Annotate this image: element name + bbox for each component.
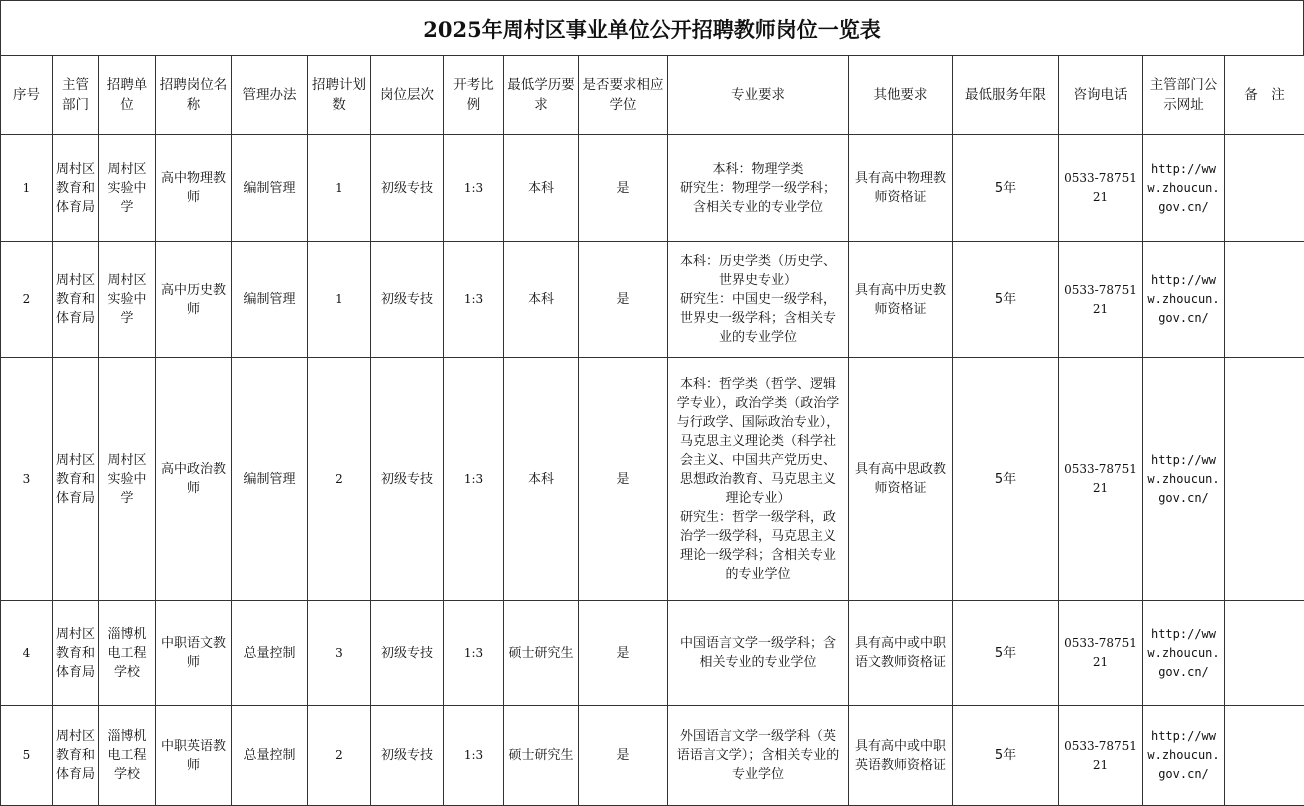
cell-plan: 2 [308, 358, 371, 601]
table-row [1, 358, 1304, 601]
column-header-note: 备 注 [1225, 56, 1304, 135]
cell-dept: 周村区教育和体育局 [53, 601, 99, 706]
cell-dept: 周村区教育和体育局 [53, 242, 99, 358]
cell-degree: 是 [579, 242, 668, 358]
cell-years: 5年 [953, 601, 1059, 706]
cell-no: 3 [1, 358, 53, 601]
cell-post: 高中物理教师 [156, 135, 232, 242]
cell-url[interactable]: http://www.zhoucun.gov.cn/ [1143, 706, 1225, 806]
cell-ratio: 1:3 [444, 706, 504, 806]
cell-no: 5 [1, 706, 53, 806]
cell-level: 初级专技 [371, 242, 444, 358]
cell-note [1225, 242, 1304, 358]
cell-phone: 0533-7875121 [1059, 358, 1143, 601]
cell-no: 4 [1, 601, 53, 706]
cell-years: 5年 [953, 242, 1059, 358]
cell-note [1225, 358, 1304, 601]
cell-post: 中职英语教师 [156, 706, 232, 806]
cell-plan: 2 [308, 706, 371, 806]
cell-unit: 淄博机电工程学校 [99, 601, 156, 706]
column-header-plan: 招聘计划数 [308, 56, 371, 135]
cell-degree: 是 [579, 358, 668, 601]
cell-url[interactable]: http://www.zhoucun.gov.cn/ [1143, 242, 1225, 358]
major-line: 研究生：哲学一级学科，政治学一级学科，马克思主义理论一级学科；含相关专业的专业学位 [674, 508, 842, 584]
cell-degree: 是 [579, 601, 668, 706]
cell-post: 高中历史教师 [156, 242, 232, 358]
cell-major [668, 706, 849, 806]
cell-ratio: 1:3 [444, 135, 504, 242]
cell-plan: 3 [308, 601, 371, 706]
cell-ratio: 1:3 [444, 601, 504, 706]
cell-post: 高中政治教师 [156, 358, 232, 601]
cell-note [1225, 135, 1304, 242]
cell-url[interactable]: http://www.zhoucun.gov.cn/ [1143, 135, 1225, 242]
major-line: 本科：物理学类 [674, 160, 842, 179]
major-line: 研究生：物理学一级学科；含相关专业的专业学位 [674, 179, 842, 217]
cell-years: 5年 [953, 358, 1059, 601]
cell-major [668, 358, 849, 601]
cell-edu: 本科 [504, 135, 579, 242]
cell-major [668, 135, 849, 242]
cell-edu: 本科 [504, 242, 579, 358]
cell-level: 初级专技 [371, 706, 444, 806]
column-header-dept: 主管部门 [53, 56, 99, 135]
cell-url[interactable]: http://www.zhoucun.gov.cn/ [1143, 601, 1225, 706]
cell-ratio: 1:3 [444, 242, 504, 358]
major-line: 外国语言文学一级学科（英语语言文学）；含相关专业的专业学位 [674, 727, 842, 784]
cell-mgmt: 编制管理 [232, 242, 308, 358]
column-header-years: 最低服务年限 [953, 56, 1059, 135]
cell-phone: 0533-7875121 [1059, 706, 1143, 806]
table-row [1, 706, 1304, 806]
cell-mgmt: 总量控制 [232, 601, 308, 706]
column-header-no: 序号 [1, 56, 53, 135]
column-header-ratio: 开考比例 [444, 56, 504, 135]
cell-unit: 淄博机电工程学校 [99, 706, 156, 806]
major-line: 中国语言文学一级学科；含相关专业的专业学位 [674, 634, 842, 672]
major-line: 本科：历史学类（历史学、世界史专业） [674, 252, 842, 290]
cell-edu: 本科 [504, 358, 579, 601]
cell-level: 初级专技 [371, 135, 444, 242]
cell-major [668, 242, 849, 358]
cell-note [1225, 706, 1304, 806]
cell-dept: 周村区教育和体育局 [53, 135, 99, 242]
header-row [1, 56, 1304, 135]
cell-level: 初级专技 [371, 601, 444, 706]
cell-years: 5年 [953, 706, 1059, 806]
cell-plan: 1 [308, 135, 371, 242]
cell-mgmt: 编制管理 [232, 358, 308, 601]
cell-years: 5年 [953, 135, 1059, 242]
cell-unit: 周村区实验中学 [99, 135, 156, 242]
cell-edu: 硕士研究生 [504, 601, 579, 706]
column-header-mgmt: 管理办法 [232, 56, 308, 135]
cell-mgmt: 总量控制 [232, 706, 308, 806]
cell-level: 初级专技 [371, 358, 444, 601]
column-header-other: 其他要求 [849, 56, 953, 135]
cell-no: 2 [1, 242, 53, 358]
cell-major [668, 601, 849, 706]
cell-unit: 周村区实验中学 [99, 242, 156, 358]
cell-other: 具有高中历史教师资格证 [849, 242, 953, 358]
page-title: 2025年周村区事业单位公开招聘教师岗位一览表 [0, 0, 1304, 55]
table-row [1, 135, 1304, 242]
major-line: 研究生：中国史一级学科，世界史一级学科；含相关专业的专业学位 [674, 290, 842, 347]
cell-other: 具有高中思政教师资格证 [849, 358, 953, 601]
table-row [1, 601, 1304, 706]
cell-other: 具有高中物理教师资格证 [849, 135, 953, 242]
cell-post: 中职语文教师 [156, 601, 232, 706]
cell-no: 1 [1, 135, 53, 242]
cell-phone: 0533-7875121 [1059, 242, 1143, 358]
column-header-level: 岗位层次 [371, 56, 444, 135]
column-header-major: 专业要求 [668, 56, 849, 135]
cell-dept: 周村区教育和体育局 [53, 358, 99, 601]
major-line: 本科：哲学类（哲学、逻辑学专业），政治学类（政治学与行政学、国际政治专业），马克思主义理论类（科学社会主义、中国共产党历史、思想政治教育、马克思主义理论专业） [674, 375, 842, 508]
cell-ratio: 1:3 [444, 358, 504, 601]
column-header-post: 招聘岗位名称 [156, 56, 232, 135]
cell-mgmt: 编制管理 [232, 135, 308, 242]
column-header-url: 主管部门公示网址 [1143, 56, 1225, 135]
column-header-edu: 最低学历要求 [504, 56, 579, 135]
cell-unit: 周村区实验中学 [99, 358, 156, 601]
cell-degree: 是 [579, 135, 668, 242]
cell-phone: 0533-7875121 [1059, 135, 1143, 242]
cell-plan: 1 [308, 242, 371, 358]
cell-url[interactable]: http://www.zhoucun.gov.cn/ [1143, 358, 1225, 601]
table-row [1, 242, 1304, 358]
cell-dept: 周村区教育和体育局 [53, 706, 99, 806]
cell-edu: 硕士研究生 [504, 706, 579, 806]
recruitment-table [0, 55, 1304, 806]
column-header-phone: 咨询电话 [1059, 56, 1143, 135]
cell-other: 具有高中或中职语文教师资格证 [849, 601, 953, 706]
cell-note [1225, 601, 1304, 706]
cell-degree: 是 [579, 706, 668, 806]
cell-phone: 0533-7875121 [1059, 601, 1143, 706]
cell-other: 具有高中或中职英语教师资格证 [849, 706, 953, 806]
column-header-degree: 是否要求相应学位 [579, 56, 668, 135]
column-header-unit: 招聘单位 [99, 56, 156, 135]
